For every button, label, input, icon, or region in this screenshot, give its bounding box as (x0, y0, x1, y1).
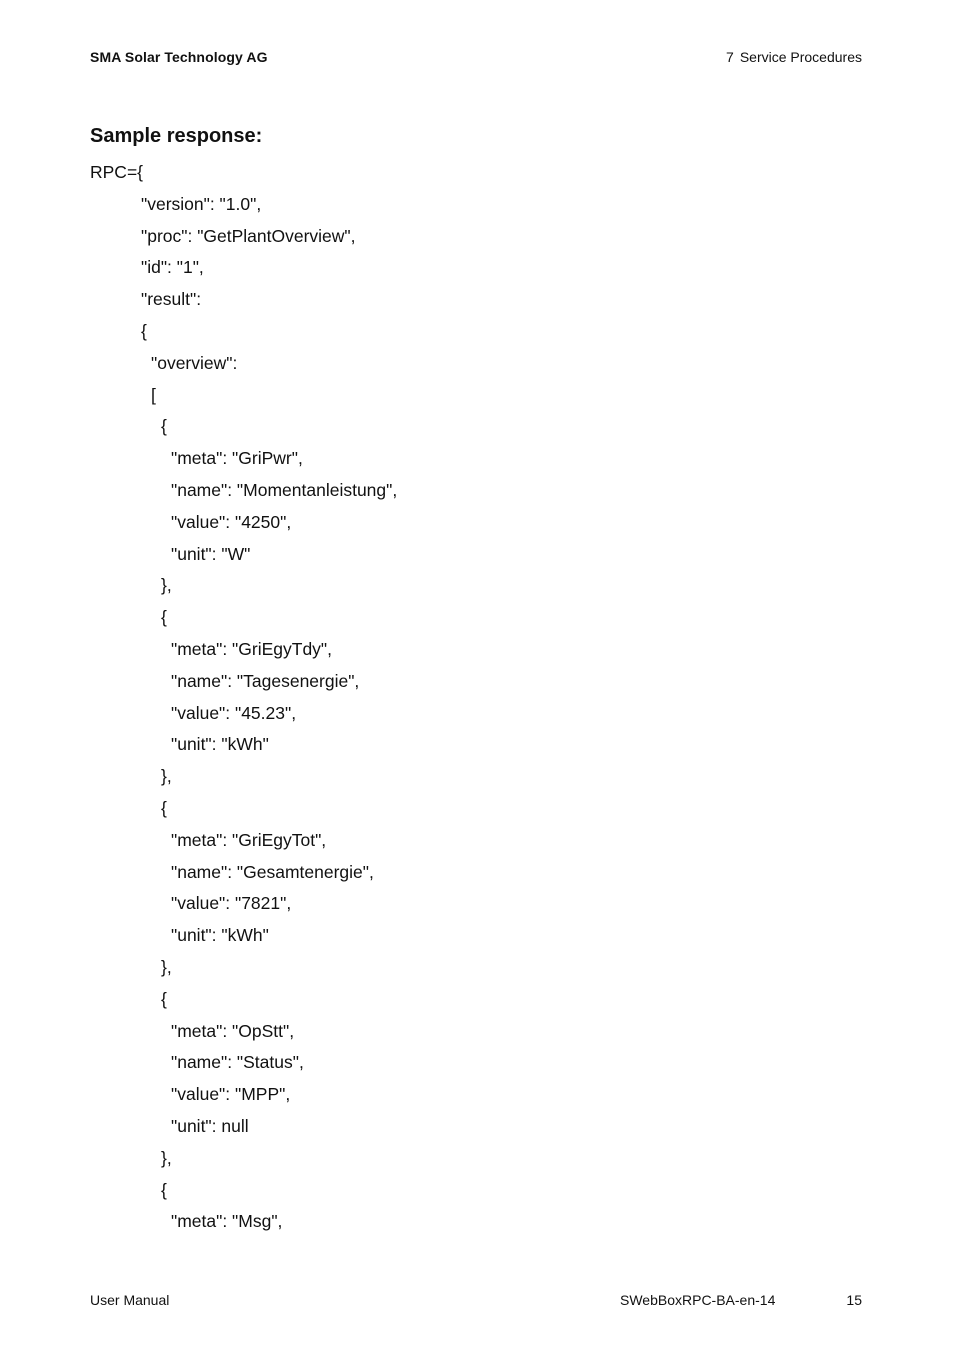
code-line: "value": "45.23", (171, 702, 297, 723)
code-line: "name": "Status", (171, 1052, 304, 1073)
code-line: }, (161, 1147, 172, 1168)
footer-page-number: 15 (846, 1292, 862, 1308)
footer-document-id: SWebBoxRPC-BA-en-14 (620, 1292, 776, 1308)
code-line: "overview": (151, 352, 238, 373)
footer-manual-label: User Manual (90, 1292, 170, 1308)
code-line: "meta": "GriPwr", (171, 448, 303, 469)
chapter-number: 7 (726, 49, 734, 65)
code-line: }, (161, 956, 172, 977)
code-line: "proc": "GetPlantOverview", (141, 225, 356, 246)
code-line: { (161, 988, 167, 1009)
code-line: "result": (141, 289, 202, 310)
code-line: "name": "Gesamtenergie", (171, 861, 374, 882)
code-line: }, (161, 575, 172, 596)
code-line: { (161, 797, 167, 818)
code-line: "id": "1", (141, 257, 204, 278)
code-line: { (161, 1179, 167, 1200)
code-line: "unit": null (171, 1115, 249, 1136)
code-line: "unit": "kWh" (171, 925, 269, 946)
code-line: "meta": "OpStt", (171, 1020, 295, 1041)
code-line: "value": "7821", (171, 893, 292, 914)
code-line: "meta": "GriEgyTdy", (171, 638, 332, 659)
code-line: [ (151, 384, 156, 405)
code-block (90, 159, 397, 1240)
code-line: { (141, 320, 147, 341)
code-line: { (161, 607, 167, 628)
code-line: "meta": "GriEgyTot", (171, 829, 327, 850)
code-line: "unit": "kWh" (171, 734, 269, 755)
code-line: { (161, 416, 167, 437)
chapter-title: Service Procedures (739, 49, 862, 65)
code-line: "version": "1.0", (141, 193, 262, 214)
code-line: "name": "Momentanleistung", (171, 479, 398, 500)
header-chapter (726, 49, 862, 65)
header-company: SMA Solar Technology AG (90, 49, 268, 65)
code-line: "meta": "Msg", (171, 1211, 283, 1232)
code-line: "name": "Tagesenergie", (171, 670, 360, 691)
code-line: "unit": "W" (171, 543, 251, 564)
section-heading: Sample response: (90, 125, 263, 147)
code-line: "value": "4250", (171, 511, 292, 532)
code-line: }, (161, 766, 172, 787)
code-line: "value": "MPP", (171, 1084, 291, 1105)
code-line: RPC={ (90, 162, 144, 182)
